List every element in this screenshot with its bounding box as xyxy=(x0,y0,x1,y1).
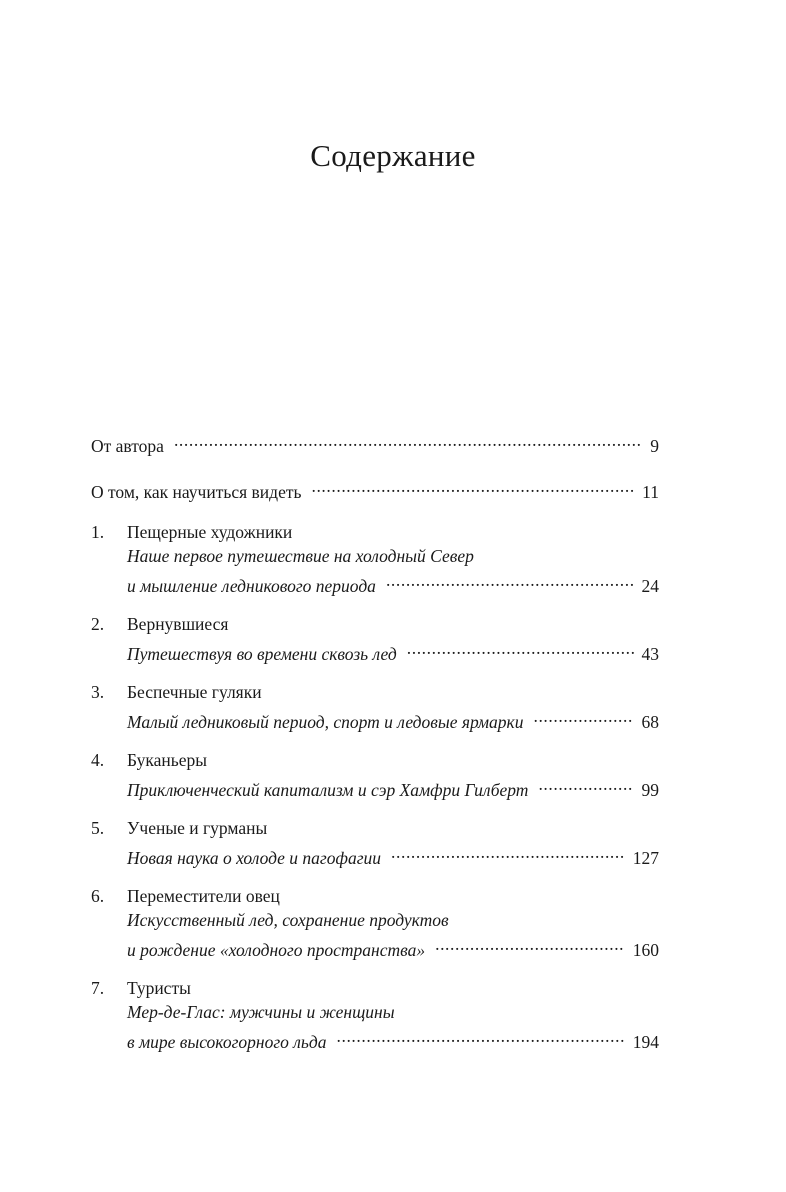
toc-entry-learning-to-see[interactable] xyxy=(91,474,659,502)
chapter-number: 5. xyxy=(91,818,105,838)
chapter-title: Переместители овец xyxy=(127,886,280,906)
leader-dots xyxy=(174,428,641,452)
toc-chapter-4[interactable] xyxy=(91,748,659,800)
page-number: 24 xyxy=(641,576,659,596)
leader-dots xyxy=(435,932,625,956)
chapter-subtitle: Мер-де-Глас: мужчины и женщины xyxy=(127,1002,395,1022)
chapter-subtitle: Приключенческий капитализм и сэр Хамфри Гилберт xyxy=(127,780,529,800)
leader-dots xyxy=(311,474,634,498)
chapter-title: Туристы xyxy=(127,978,191,998)
leader-dots xyxy=(386,568,634,592)
chapter-title: Вернувшиеся xyxy=(127,614,229,634)
chapter-number: 6. xyxy=(91,886,105,906)
toc-entry-title: От автора xyxy=(91,436,164,456)
chapter-number: 1. xyxy=(91,522,105,542)
page-number: 194 xyxy=(632,1032,659,1052)
toc-entry-preface[interactable] xyxy=(91,428,659,456)
page-number: 127 xyxy=(632,848,659,868)
chapter-number: 7. xyxy=(91,978,105,998)
leader-dots xyxy=(337,1024,625,1048)
page-number: 9 xyxy=(650,436,659,456)
leader-dots xyxy=(538,772,633,796)
toc-chapter-1[interactable] xyxy=(91,520,659,596)
chapter-subtitle: и рождение «холодного пространства» xyxy=(127,940,426,960)
page-number: 99 xyxy=(641,780,659,800)
table-of-contents xyxy=(91,428,659,1052)
chapter-title: Пещерные художники xyxy=(127,522,293,542)
chapter-subtitle: Новая наука о холоде и пагофагии xyxy=(127,848,382,868)
chapter-number: 4. xyxy=(91,750,105,770)
toc-chapter-5[interactable] xyxy=(91,816,659,868)
page-number: 11 xyxy=(642,482,659,502)
toc-chapter-2[interactable] xyxy=(91,612,659,664)
leader-dots xyxy=(391,840,625,864)
chapter-title: Беспечные гуляки xyxy=(127,682,262,702)
page-title: Содержание xyxy=(310,138,476,173)
toc-chapter-7[interactable] xyxy=(91,976,659,1052)
page-number: 160 xyxy=(632,940,659,960)
leader-dots xyxy=(533,704,633,728)
chapter-title: Ученые и гурманы xyxy=(127,818,268,838)
toc-chapter-3[interactable] xyxy=(91,680,659,732)
page-number: 43 xyxy=(641,644,659,664)
chapter-subtitle: Путешествуя во времени сквозь лед xyxy=(127,644,397,664)
chapter-subtitle: Искусственный лед, сохранение продуктов xyxy=(127,910,449,930)
toc-entry-title: О том, как научиться видеть xyxy=(91,482,302,502)
page-number: 68 xyxy=(641,712,659,732)
chapter-subtitle: Малый ледниковый период, спорт и ледовые ярмарки xyxy=(127,712,524,732)
chapter-title: Буканьеры xyxy=(127,750,207,770)
chapter-subtitle: в мире высокогорного льда xyxy=(127,1032,327,1052)
chapter-number: 3. xyxy=(91,682,105,702)
chapter-number: 2. xyxy=(91,614,105,634)
chapter-subtitle: Наше первое путешествие на холодный Север xyxy=(127,546,474,566)
toc-chapter-6[interactable] xyxy=(91,884,659,960)
chapter-subtitle: и мышление ледникового периода xyxy=(127,576,376,596)
leader-dots xyxy=(407,636,634,660)
